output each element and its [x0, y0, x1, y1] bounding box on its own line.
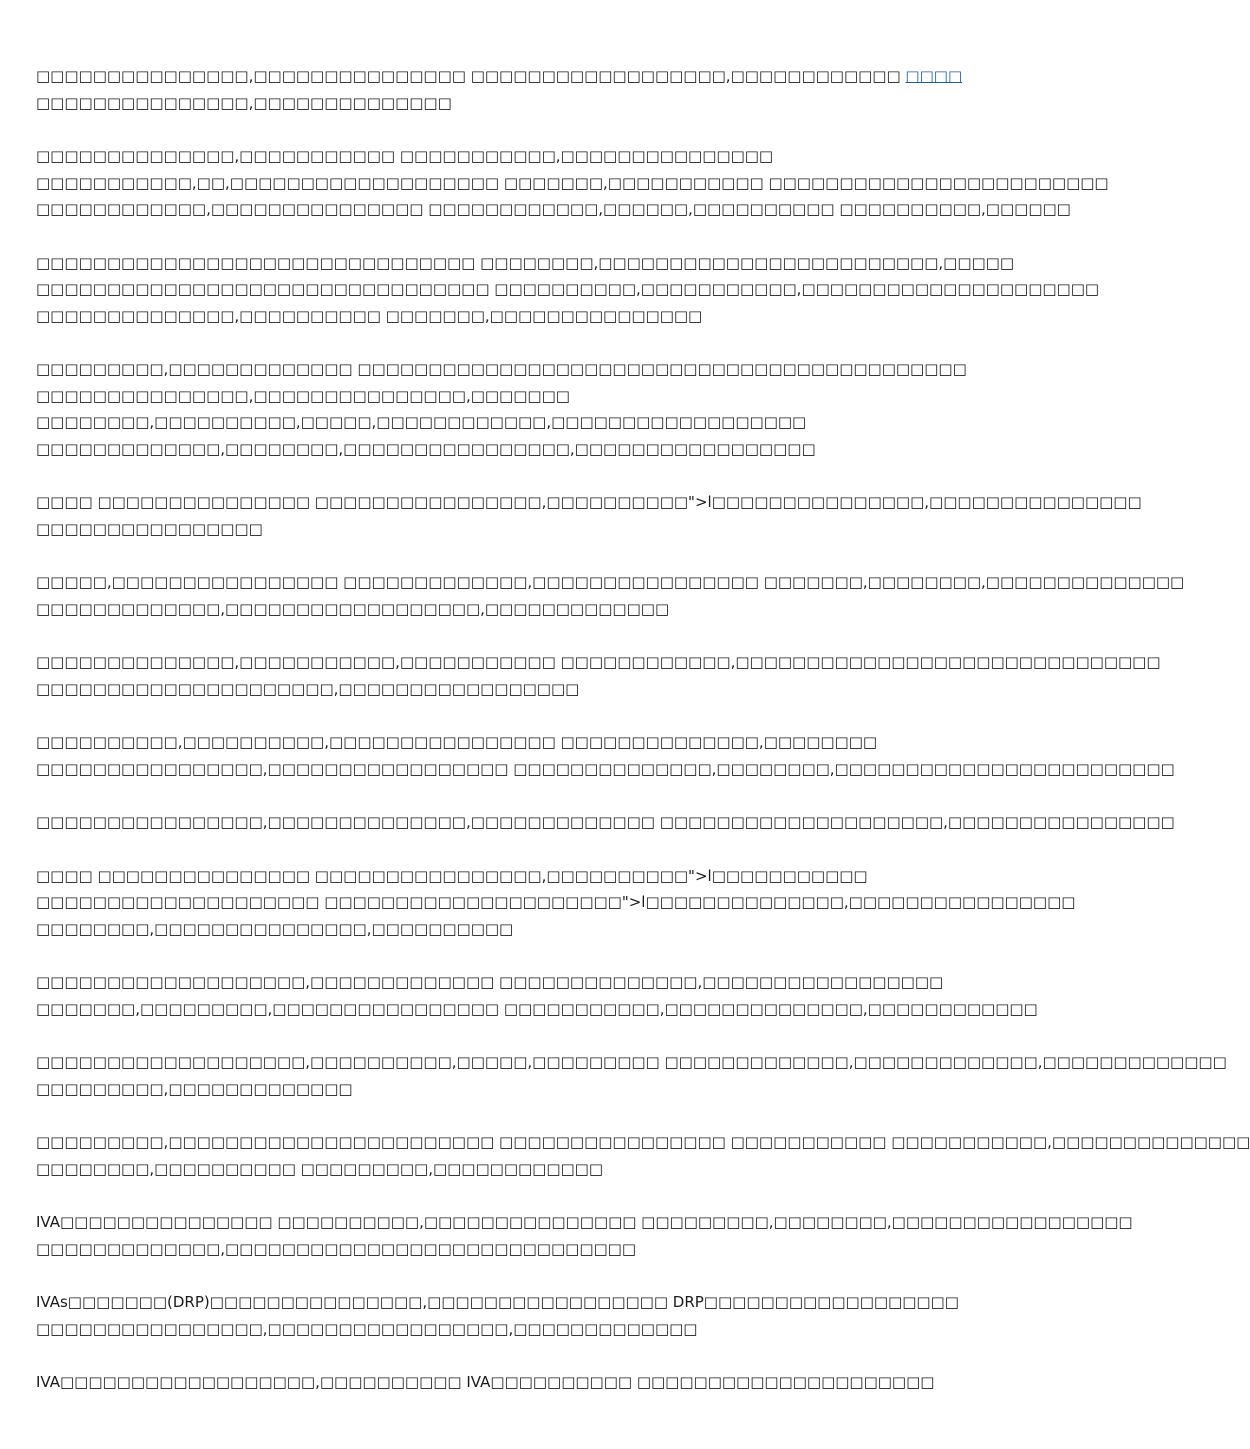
- text-line: □□□□□□□,□□□□□□□□□,□□□□□□□□□□□□□□□□ □□□□□□□□□□□,□□□□□□□□□□□□□□,□□□□□□□□□□□□: [36, 999, 1038, 1018]
- text-line: □□□□□□□□□□□□□,□□□□□□□□□□□□□□□□□□□□□□□□□□□□□: [36, 1239, 637, 1258]
- paragraph-1: [36, 63, 986, 116]
- text-line: □□□□□□□□□□□□□□□□□□□□□,□□□□□□□□□□□□□□□□□: [36, 679, 580, 698]
- text-line: □□□□□□□□,□□□□□□□□□□,□□□□□,□□□□□□□□□□□□,□□□□□□□□□□□□□□□□□□: [36, 413, 807, 431]
- text-line: □□□□□□□□□□□□□□□□,□□□□□□□□□□□□□□□□□ □□□□□□□□□□□□□□,□□□□□□□□,□□□□□□□□□□□□□□□□□□□□□□□□: [36, 759, 1175, 778]
- text-line: □□□□□□□□□,□□□□□□□□□□□□□□□□□□□□□□□ □□□□□□□□□□□□□□□□ □□□□□□□□□□□ □□□□□□□□□□□,□□□□□□□□□□□□□□: [36, 1133, 1250, 1151]
- text-line: □□□□□□□□□□□□□,□□□□□□□□□□□□□□□□□□,□□□□□□□□□□□□□: [36, 599, 670, 618]
- paragraph-11: [36, 969, 1038, 1022]
- text-line: □□□□ □□□□□□□□□□□□□□□ □□□□□□□□□□□□□□□□,□□□□□□□□□□">l□□□□□□□□□□□: [36, 866, 868, 885]
- text-line: □□□□□□□□,□□□□□□□□□□ □□□□□□□□□,□□□□□□□□□□□□: [36, 1159, 604, 1178]
- text-line: IVAs□□□□□□□(DRP)□□□□□□□□□□□□□□□,□□□□□□□□□□□□□□□□□ DRP□□□□□□□□□□□□□□□□□□: [36, 1293, 959, 1311]
- paragraph-9: [36, 809, 1175, 836]
- text-line: □□□□□□□□□□□□,□□□□□□□□□□□□□□□ □□□□□□□□□□□□,□□□□□□,□□□□□□□□□□ □□□□□□□□□□,□□□□□□: [36, 200, 1071, 218]
- text-line: □□□□□□□□,□□□□□□□□□□□□□□□,□□□□□□□□□□: [36, 919, 514, 938]
- text-line: □□□□□□□□□□□□□□□,□□□□□□□□□□□□□□□,□□□□□□□: [36, 386, 570, 405]
- text-line: □□□□□□□□□□,□□□□□□□□□□,□□□□□□□□□□□□□□□□ □□□□□□□□□□□□□□,□□□□□□□□: [36, 733, 878, 751]
- text-line: □□□□ □□□□□□□□□□□□□□□ □□□□□□□□□□□□□□□□,□□□□□□□□□□">l□□□□□□□□□□□□□□□,□□□□□□□□□□□□□□□: [36, 493, 1142, 511]
- text-line: □□□□□□□□□□□□□,□□□□□□□□,□□□□□□□□□□□□□□□□,□□□□□□□□□□□□□□□□□: [36, 439, 816, 458]
- text-line: □□□□□□□□□□□□□□□□□□□□ □□□□□□□□□□□□□□□□□□□□□">l□□□□□□□□□□□□□□,□□□□□□□□□□□□□□□□: [36, 893, 1076, 911]
- paragraph-4: [36, 356, 986, 462]
- paragraph-3: [36, 250, 1100, 330]
- paragraph-2: [36, 143, 1109, 223]
- text-line: □□□□□□□□□□□□□□□,□□□□□□□□□□□□□□: [36, 93, 452, 112]
- paragraph-5: [36, 489, 1142, 542]
- text-line: □□□□□,□□□□□□□□□□□□□□□□ □□□□□□□□□□□□□,□□□□□□□□□□□□□□□□ □□□□□□□,□□□□□□□□,□□□□□□□□□□□□□□: [36, 573, 1185, 591]
- paragraph-16: [36, 1369, 986, 1396]
- text-line: IVA□□□□□□□□□□□□□□□□□□,□□□□□□□□□□ IVA□□□□□□□□□□ □□□□□□□□□□□□□□□□□□□□□: [36, 1373, 935, 1391]
- inline-link[interactable]: □□□□: [905, 67, 963, 85]
- text-line: □□□□□□□□□□□□□□,□□□□□□□□□□□,□□□□□□□□□□□ □□□□□□□□□□□□,□□□□□□□□□□□□□□□□□□□□□□□□□□□□□□: [36, 653, 1161, 671]
- paragraph-13: [36, 1129, 1250, 1182]
- text-line: □□□□□□□□□□□□□□□□□□□,□□□□□□□□□□□□□ □□□□□□□□□□□□□□,□□□□□□□□□□□□□□□□□: [36, 973, 944, 991]
- text-line: IVA□□□□□□□□□□□□□□□ □□□□□□□□□□,□□□□□□□□□□□□□□□ □□□□□□□□□,□□□□□□□□,□□□□□□□□□□□□□□□□□: [36, 1213, 1133, 1231]
- text-line: □□□□□□□□□□□,□□,□□□□□□□□□□□□□□□□□□□ □□□□□□□,□□□□□□□□□□□ □□□□□□□□□□□□□□□□□□□□□□□□: [36, 173, 1109, 192]
- text-segment: □□□□□□□□□□□□□□□,□□□□□□□□□□□□□□□ □□□□□□□□□□□□□□□□□□,□□□□□□□□□□□□: [36, 67, 906, 85]
- text-line: □□□□□□□□□□□□□□□□,□□□□□□□□□□□□□□□□□,□□□□□□□□□□□□□: [36, 1319, 698, 1338]
- paragraph-10: [36, 863, 1076, 943]
- text-line: □□□□□□□□□□□□□□,□□□□□□□□□□ □□□□□□□,□□□□□□□□□□□□□□□: [36, 306, 703, 325]
- paragraph-7: [36, 649, 1161, 702]
- text-line: □□□□□□□□□□□□□□□□□□□□□□□□□□□□□□□ □□□□□□□□,□□□□□□□□□□□□□□□□□□□□□□□□,□□□□□: [36, 253, 1015, 272]
- paragraph-8: [36, 729, 1175, 782]
- text-line: □□□□□□□□□□□□□□□□□□□□□□□□□□□□□□□□ □□□□□□□□□□,□□□□□□□□□□□,□□□□□□□□□□□□□□□□□□□□□: [36, 280, 1100, 298]
- paragraph-14: [36, 1209, 1133, 1262]
- paragraph-15: [36, 1289, 986, 1342]
- text-line: [36, 63, 986, 90]
- document-body: [36, 63, 1250, 1396]
- text-line: □□□□□□□□□□□□□□□□: [36, 519, 263, 538]
- text-line: □□□□□□□□□,□□□□□□□□□□□□□: [36, 1079, 353, 1098]
- text-line: □□□□□□□□□,□□□□□□□□□□□□□ □□□□□□□□□□□□□□□□□□□□□□□□□□□□□□□□□□□□□□□□□□□: [36, 360, 967, 378]
- paragraph-12: [36, 1049, 1227, 1102]
- paragraph-6: [36, 569, 1185, 622]
- text-line: □□□□□□□□□□□□□□□□,□□□□□□□□□□□□□□,□□□□□□□□□□□□□ □□□□□□□□□□□□□□□□□□□□,□□□□□□□□□□□□□□□□: [36, 813, 1175, 831]
- text-line: □□□□□□□□□□□□□□□□□□□,□□□□□□□□□□,□□□□□,□□□□□□□□□ □□□□□□□□□□□□□,□□□□□□□□□□□□□,□□□□□□□□□□□□□: [36, 1053, 1227, 1071]
- text-line: □□□□□□□□□□□□□□,□□□□□□□□□□□ □□□□□□□□□□□,□□□□□□□□□□□□□□□: [36, 147, 774, 165]
